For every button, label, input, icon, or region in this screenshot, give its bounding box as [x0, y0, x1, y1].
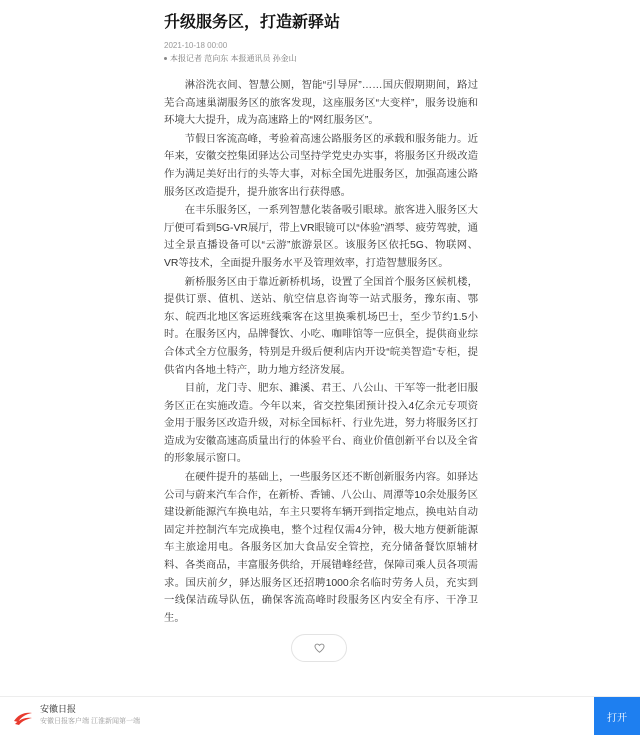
publish-date: 2021-10-18 00:00: [164, 41, 228, 50]
article-title: 升级服务区，打造新驿站: [164, 14, 341, 31]
article-body: [164, 77, 478, 627]
paragraph: 目前，龙门寺、肥东、濉溪、君王、八公山、干军等一批老旧服务区正在实施改造。今年以来，省交控集团预计投入4亿余元专项资金用于服务区改造升级，对标全国标杆、行业先进，努力将服务区打造成为安徽高速高质量出行的体验平台、商业价值创新平台以及全省的形象展示窗口。: [164, 383, 478, 465]
app-download-banner: [0, 696, 640, 734]
heart-outline-icon: [314, 643, 325, 653]
bullet-icon: [164, 57, 167, 60]
like-button[interactable]: [291, 634, 347, 662]
app-name: 安徽日报: [40, 704, 77, 714]
byline: [164, 53, 478, 65]
anhui-daily-logo: [12, 707, 34, 727]
open-app-button[interactable]: 打开: [594, 697, 640, 735]
article: [164, 0, 478, 628]
paragraph: 节假日客流高峰，考验着高速公路服务区的承载和服务能力。近年来，安徽交控集团驿达公司坚持学党史办实事，将服务区升级改造作为满足美好出行的头等大事，对标全国先进服务区，加强高速公路服务区改造提升，提升旅客出行获得感。: [164, 133, 478, 198]
paragraph: 淋浴洗衣间、智慧公厕，智能“引导屏”……国庆假期期间，路过芜合高速巢湖服务区的旅客发现，这座服务区“大变样”，服务设施和环境大大提升，成为高速路上的“网红服务区”。: [164, 80, 478, 127]
app-subtitle: 安徽日报客户端 江淮新闻第一端: [40, 718, 140, 725]
paragraph: 在硬件提升的基础上，一些服务区还不断创新服务内容。如驿达公司与蔚来汽车合作，在新桥、香铺、八公山、周潭等10余处服务区建设新能源汽车换电站，车主只要将车辆开到指定地点，换电站自动固定并控制汽车完成换电，整个过程仅需4分钟，极大地方便新能源车主旅途用电。各服务区加大食品安全管控，充分储备餐饮原辅材料、各类商品，丰富服务供给，开展错峰经营，保障司乘人员各项需求。国庆前夕，驿达服务区还招聘1000余名临时劳务人员，充实到一线保洁疏导队伍，确保客流高峰时段服务区内安全有序、干净卫生。: [164, 472, 478, 624]
paragraph: 在丰乐服务区，一系列智慧化装备吸引眼球。旅客进入服务区大厅便可看到5G-VR展厅，带上VR眼镜可以“体验”酒琴、疲劳驾驶，通过全景直播设备可以“云游”旅游景区。该服务区依托5G、物联网、VR等技术，全面提升服务水平及管理效率，打造智慧服务区。: [164, 205, 478, 269]
paragraph: 新桥服务区由于靠近新桥机场，设置了全国首个服务区候机楼，提供订票、值机、送站、航空信息咨询等一站式服务，豫东南、鄂东、皖西北地区客运班线乘客在这里换乘机场巴士，至少节约1.5小时。在服务区内，品牌餐饮、小吃、咖啡馆等一应俱全，提供商业综合体式全方位服务，特别是升级后便利店内开设“皖美智造”专柜，提供省内各地土特产，助力地方经济发展。: [164, 276, 478, 376]
byline-text: 本报记者 范向东 本报通讯员 孙金山: [170, 54, 297, 63]
